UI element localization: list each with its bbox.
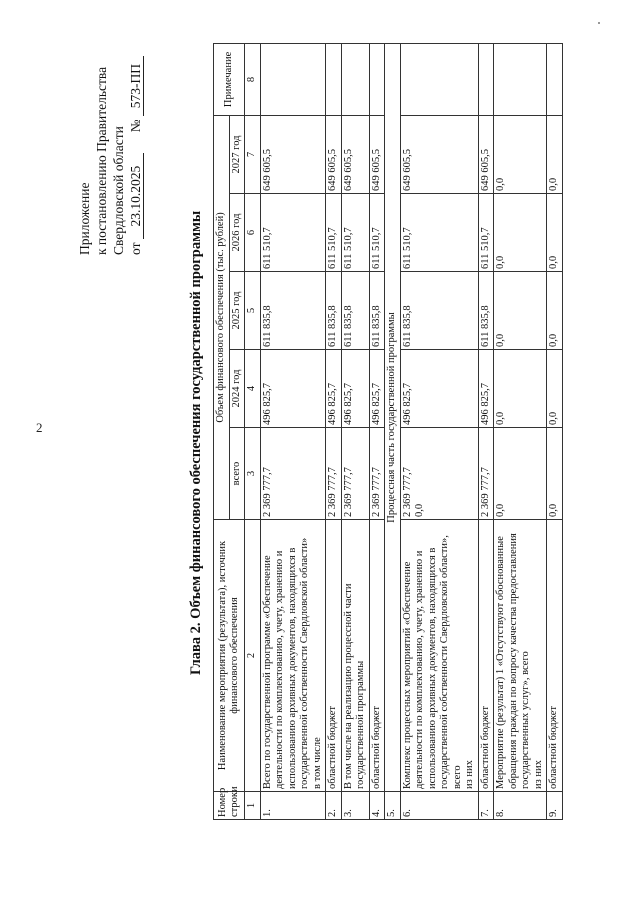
header-row-1 [214, 43, 230, 819]
row-name [478, 520, 494, 792]
approval-line-2: к постановлению Правительства [94, 66, 109, 255]
value-total-main: 2 369 777,7 [342, 467, 354, 517]
row-number: 3. [341, 792, 369, 820]
column-number: 8 [245, 43, 261, 115]
value-2025: 611 835,8 [369, 272, 385, 350]
page-number: 2 [36, 420, 43, 435]
column-number: 3 [245, 428, 261, 520]
value-total-extra: 0,0 [414, 503, 425, 517]
row-number: 5. [385, 792, 401, 820]
approval-number: 573-ПП [128, 56, 144, 116]
table-row [478, 43, 494, 819]
value-2024: 496 825,7 [326, 350, 342, 428]
table-row [369, 43, 385, 819]
value-2026: 0,0 [494, 194, 547, 272]
value-2027: 0,0 [547, 115, 563, 193]
column-number: 6 [245, 194, 261, 272]
value-2024: 496 825,7 [478, 350, 494, 428]
value-total-main: 2 369 777,7 [370, 467, 382, 517]
value-2024: 496 825,7 [369, 350, 385, 428]
value-2027: 649 605,5 [326, 115, 342, 193]
value-2027: 0,0 [494, 115, 547, 193]
value-2024: 0,0 [494, 350, 547, 428]
value-2025: 0,0 [547, 272, 563, 350]
header-2026: 2026 год [229, 194, 245, 272]
value-2027: 649 605,5 [341, 115, 369, 193]
value-2026: 611 510,7 [400, 194, 478, 272]
table-row [547, 43, 563, 819]
value-note [326, 43, 342, 115]
value-2027: 649 605,5 [260, 115, 326, 193]
row-name [494, 520, 547, 792]
value-2026: 611 510,7 [369, 194, 385, 272]
approval-date-prefix: от [128, 242, 143, 255]
financing-table [213, 43, 563, 820]
value-note [260, 43, 326, 115]
row-name [326, 520, 342, 792]
value-2025: 611 835,8 [478, 272, 494, 350]
value-total [547, 428, 563, 520]
row-name [341, 520, 369, 792]
table-row [385, 43, 401, 819]
row-name-line: Всего по государственной программе «Обеспечение деятельности по комплектованию, учету, хранению и использованию архивных документов, находящихся в государственной собственности Свердловской области» [261, 537, 310, 789]
section-title: Процессная часть государственной программы [385, 43, 401, 791]
value-total [478, 428, 494, 520]
row-name-line: В том числе на реализацию процессной части государственной программы [342, 583, 366, 789]
table-row [494, 43, 547, 819]
value-total-main: 0,0 [548, 503, 559, 517]
value-total [494, 428, 547, 520]
value-note [547, 43, 563, 115]
approval-number-prefix: № [128, 119, 143, 133]
header-name: Наименование мероприятия (результата), источник финансового обеспечения [214, 520, 245, 792]
value-note [494, 43, 547, 115]
row-name-line: из них [532, 760, 544, 789]
column-number: 5 [245, 272, 261, 350]
row-name-line: из них [464, 760, 475, 789]
row-number: 1. [260, 792, 326, 820]
value-total-main: 2 369 777,7 [261, 467, 273, 517]
column-number: 7 [245, 115, 261, 193]
value-note [369, 43, 385, 115]
value-2025: 611 835,8 [400, 272, 478, 350]
column-number: 4 [245, 350, 261, 428]
row-name [400, 520, 478, 792]
approval-block [76, 56, 144, 255]
value-note [400, 43, 478, 115]
row-number: 4. [369, 792, 385, 820]
value-total [326, 428, 342, 520]
row-number: 6. [400, 792, 478, 820]
value-2025: 611 835,8 [260, 272, 326, 350]
value-total-main: 2 369 777,7 [479, 467, 491, 517]
value-2024: 496 825,7 [341, 350, 369, 428]
header-row-number: Номер строки [214, 792, 245, 820]
value-2025: 0,0 [494, 272, 547, 350]
table-row [326, 43, 342, 819]
row-name-line: Комплекс процессных мероприятий «Обеспечение деятельности по комплектованию, учету, хранению и использованию архивных документов, находящихся в государственной собственности Свердловской области», всего [401, 535, 463, 789]
chapter-title: Глава 2. Объем финансового обеспечения государственной программы [188, 210, 204, 675]
value-2025: 611 835,8 [341, 272, 369, 350]
row-name-line: Мероприятие (результат) 1 «Отсутствуют обоснованные обращения граждан по вопросу качества предоставления государственных услуг», всего [495, 533, 531, 789]
header-2025: 2025 год [229, 272, 245, 350]
value-total [369, 428, 385, 520]
row-number: 8. [494, 792, 547, 820]
row-name-line: областной бюджет [479, 706, 491, 789]
value-2027: 649 605,5 [478, 115, 494, 193]
header-note: Примечание [214, 43, 245, 115]
table-row [400, 43, 478, 819]
value-2024: 0,0 [547, 350, 563, 428]
value-2026: 611 510,7 [260, 194, 326, 272]
table-row [341, 43, 369, 819]
row-name-line: областной бюджет [370, 706, 382, 789]
value-2026: 611 510,7 [478, 194, 494, 272]
value-total-main: 0,0 [495, 503, 506, 517]
header-total: всего [229, 428, 245, 520]
approval-line-1: Приложение [77, 182, 92, 255]
value-2024: 496 825,7 [260, 350, 326, 428]
row-name-line: областной бюджет [548, 706, 559, 789]
approval-date: 23.10.2025 [128, 153, 144, 239]
row-name [547, 520, 563, 792]
header-volume: Объем финансового обеспечения (тыс. рублей) [214, 115, 230, 519]
approval-date-line [127, 56, 144, 255]
value-total-main: 2 369 777,7 [327, 467, 338, 517]
table-body [260, 43, 562, 819]
value-2026: 611 510,7 [341, 194, 369, 272]
value-total [400, 428, 478, 520]
row-number: 2. [326, 792, 342, 820]
value-note [341, 43, 369, 115]
row-name-line: в том числе [311, 737, 323, 789]
header-2027: 2027 год [229, 115, 245, 193]
row-name [369, 520, 385, 792]
value-2027: 649 605,5 [369, 115, 385, 193]
value-total [341, 428, 369, 520]
value-2026: 611 510,7 [326, 194, 342, 272]
value-2026: 0,0 [547, 194, 563, 272]
row-name [260, 520, 326, 792]
header-2024: 2024 год [229, 350, 245, 428]
value-2025: 611 835,8 [326, 272, 342, 350]
column-number: 1 [245, 792, 261, 820]
column-number: 2 [245, 520, 261, 792]
row-number: 9. [547, 792, 563, 820]
table-row [260, 43, 326, 819]
value-2024: 496 825,7 [400, 350, 478, 428]
value-2027: 649 605,5 [400, 115, 478, 193]
column-number-row [245, 43, 261, 819]
row-number: 7. [478, 792, 494, 820]
approval-line-3: Свердловской области [111, 126, 126, 255]
value-total-main: 2 369 777,7 [401, 467, 413, 517]
value-total [260, 428, 326, 520]
row-name-line: областной бюджет [327, 706, 338, 789]
value-note [478, 43, 494, 115]
